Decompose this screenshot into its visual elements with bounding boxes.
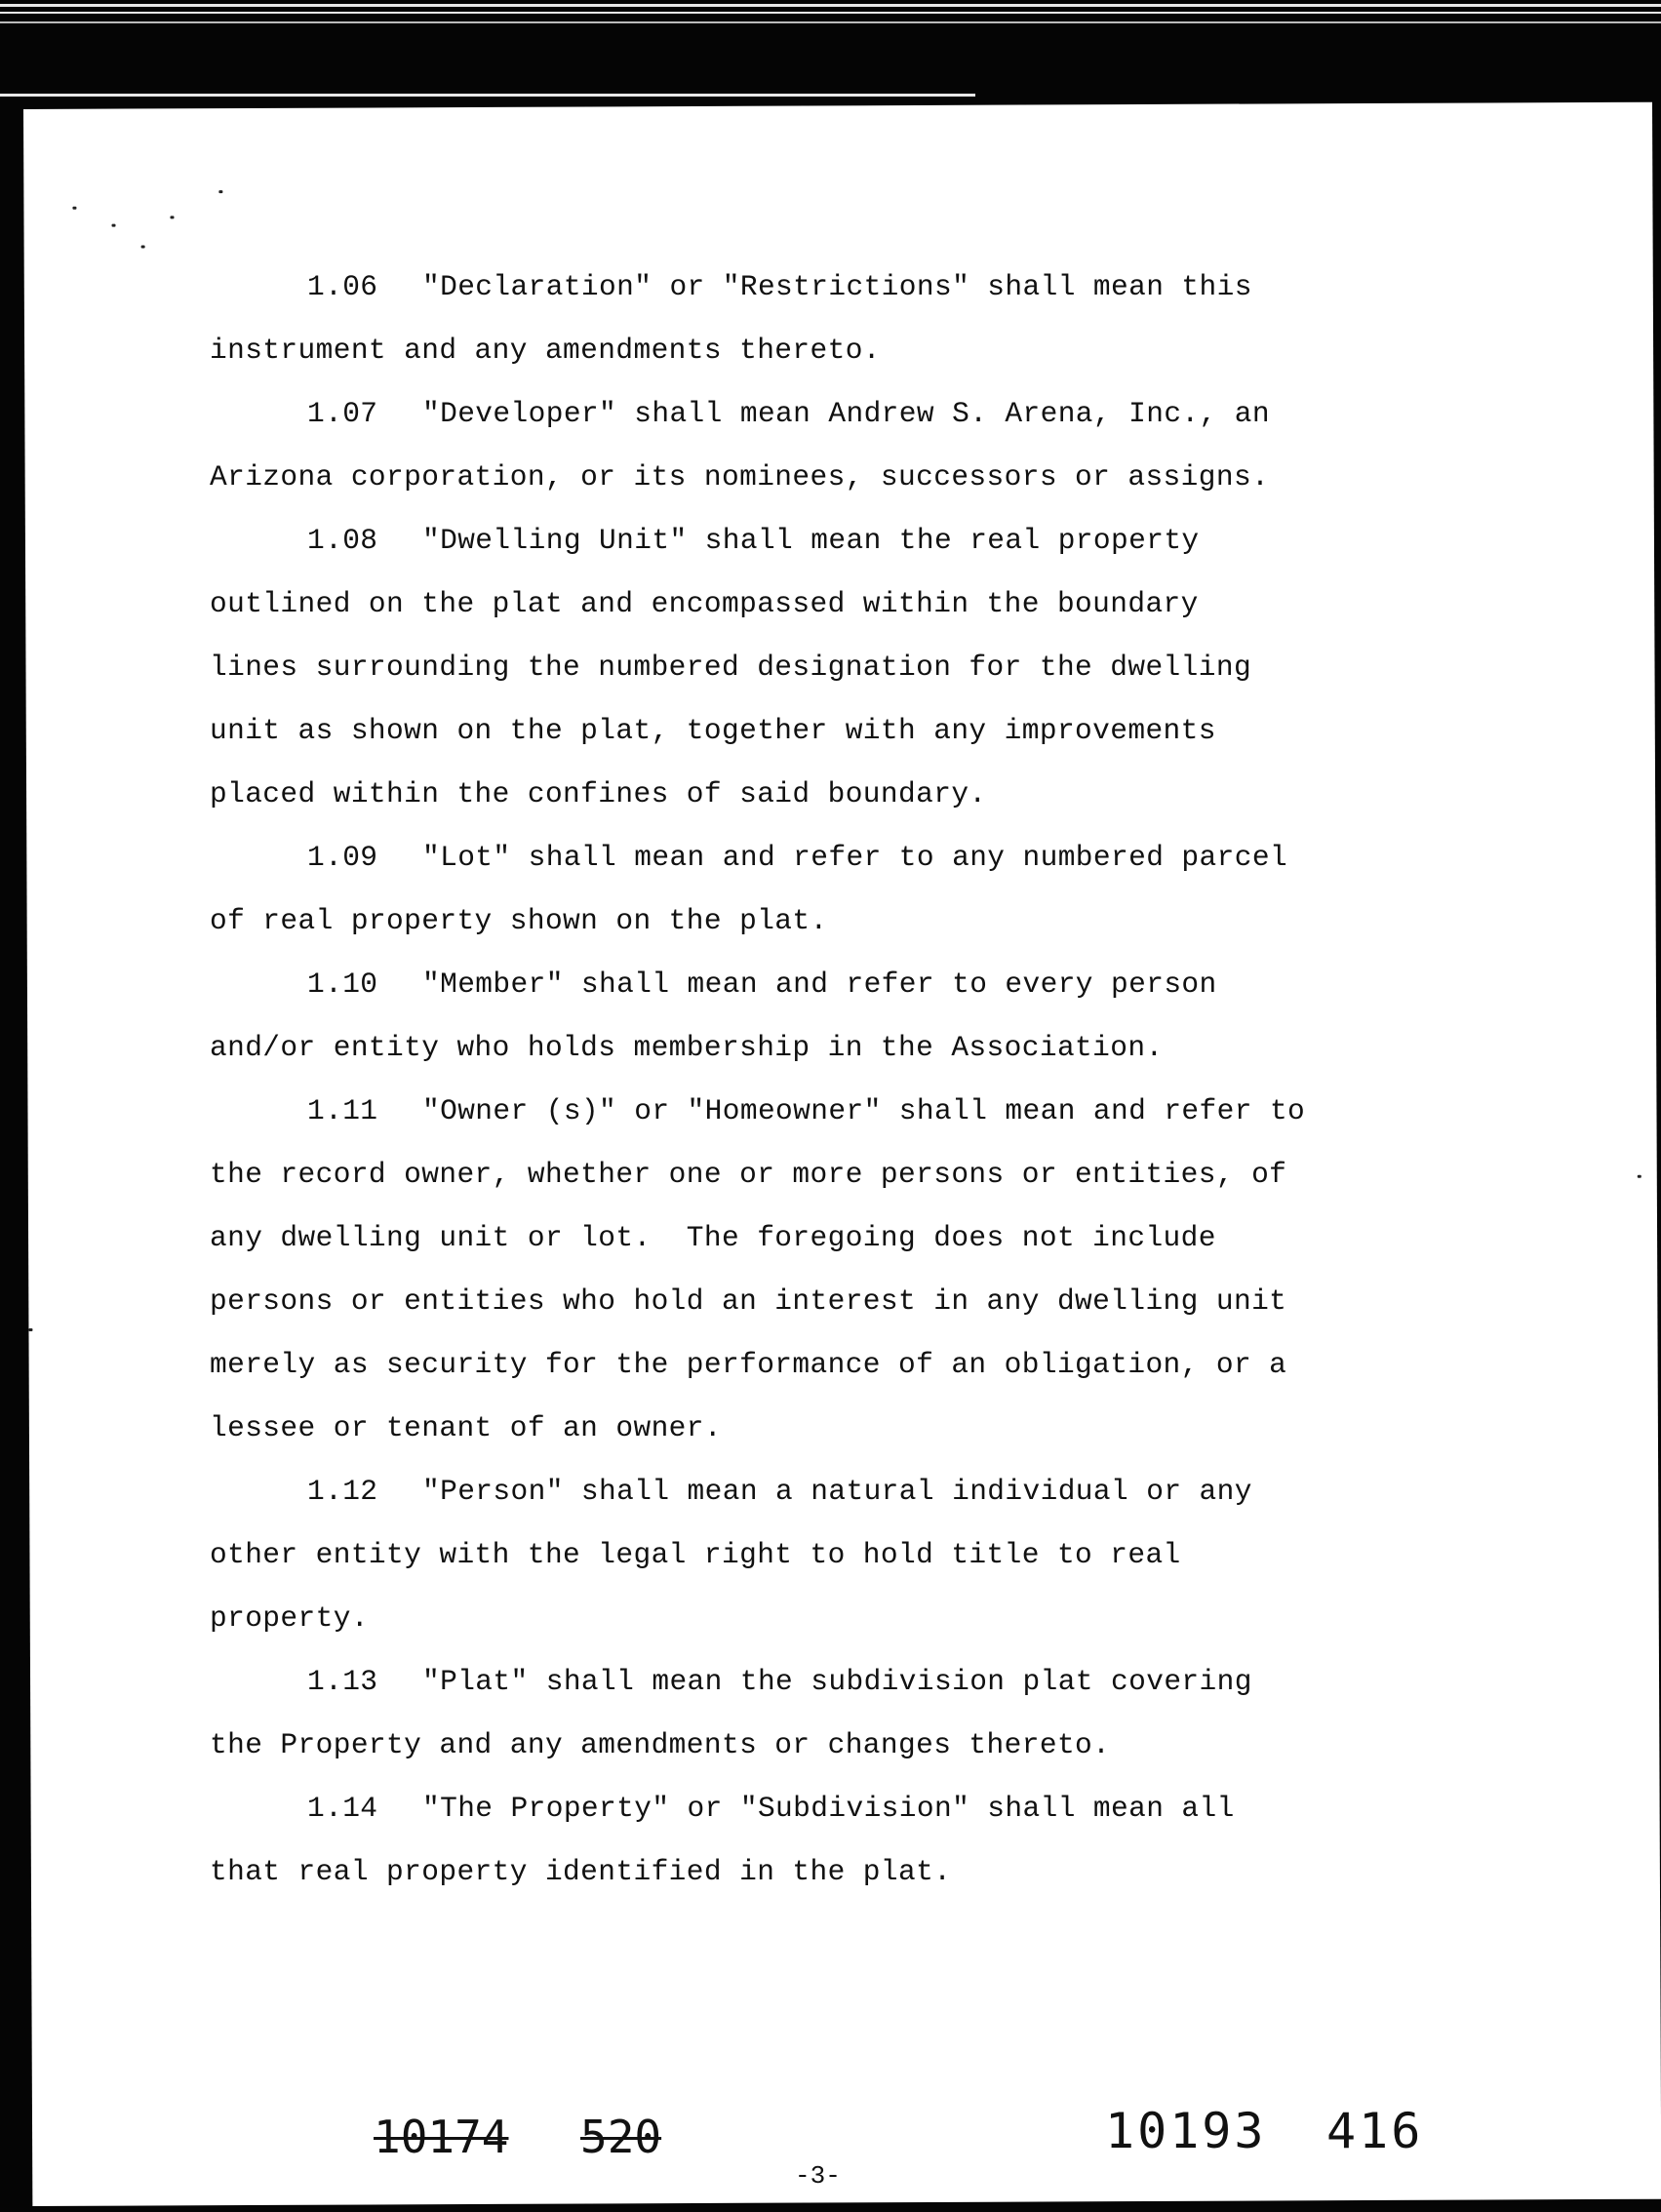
definition-text: "The Property" or "Subdivision" shall mean all (422, 1792, 1235, 1825)
section-number: 1.09 (307, 841, 378, 874)
definition-line (210, 1143, 1409, 1206)
definition-line (210, 1016, 1409, 1080)
definition-line (210, 889, 1409, 953)
definition-text: property. (210, 1601, 369, 1635)
old-docket-number: 10174 (374, 2111, 509, 2163)
new-docket-number: 10193 (1105, 2103, 1267, 2159)
definition-text: placed within the confines of said boundary. (210, 777, 987, 810)
scan-speck (28, 1328, 32, 1331)
definition-text: persons or entities who hold an interest in any dwelling unit (210, 1284, 1287, 1318)
scan-speck (112, 224, 116, 227)
scan-streak (0, 4, 1661, 7)
definition-paragraph (210, 953, 1409, 1080)
definition-text: the Property and any amendments or changes thereto. (210, 1728, 1111, 1761)
page-number: -3- (795, 2161, 841, 2191)
scan-speck (170, 216, 174, 218)
definition-text: instrument and any amendments thereto. (210, 334, 881, 367)
definition-line (210, 1397, 1409, 1460)
definition-text: "Plat" shall mean the subdivision plat covering (422, 1665, 1252, 1698)
definition-text: "Developer" shall mean Andrew S. Arena, Inc., an (422, 397, 1270, 430)
scan-streak (0, 94, 975, 97)
definition-text: lessee or tenant of an owner. (210, 1411, 722, 1444)
definition-paragraph (210, 382, 1409, 509)
definition-text: lines surrounding the numbered designation for the dwelling (210, 651, 1252, 684)
definition-first-line (210, 1460, 1409, 1523)
scan-speck (72, 207, 76, 210)
definition-paragraph (210, 509, 1409, 826)
definition-first-line (210, 509, 1409, 573)
definition-paragraph (210, 1777, 1409, 1904)
definition-text: "Owner (s)" or "Homeowner" shall mean and refer to (422, 1094, 1306, 1127)
scan-speck (1638, 1175, 1641, 1178)
definition-text: outlined on the plat and encompassed within the boundary (210, 587, 1199, 620)
definition-text: any dwelling unit or lot. The foregoing does not include (210, 1221, 1216, 1254)
definition-text: that real property identified in the plat. (210, 1855, 952, 1888)
recording-stamps (0, 2097, 1661, 2194)
definition-paragraph (210, 1080, 1409, 1460)
definition-line (210, 763, 1409, 826)
definition-first-line (210, 1650, 1409, 1714)
definition-line (210, 446, 1409, 509)
definition-paragraph (210, 1650, 1409, 1777)
definition-first-line (210, 1777, 1409, 1840)
section-number: 1.11 (307, 1094, 378, 1127)
definition-paragraph (210, 826, 1409, 953)
definition-paragraph (210, 1460, 1409, 1650)
definition-line (210, 573, 1409, 636)
definition-first-line (210, 256, 1409, 319)
section-number: 1.12 (307, 1475, 378, 1508)
definition-line (210, 1270, 1409, 1333)
definition-text: the record owner, whether one or more persons or entities, of (210, 1158, 1287, 1191)
definition-text: merely as security for the performance of an obligation, or a (210, 1348, 1287, 1381)
section-number: 1.06 (307, 270, 378, 303)
scan-streak (0, 12, 1661, 14)
scan-streak (0, 21, 1661, 23)
definition-line (210, 1523, 1409, 1587)
scan-speck (141, 245, 145, 248)
definition-text: "Member" shall mean and refer to every person (422, 968, 1217, 1001)
definition-line (210, 1587, 1409, 1650)
definition-text: "Person" shall mean a natural individual or any (422, 1475, 1252, 1508)
definition-line (210, 699, 1409, 763)
scan-speck (218, 190, 222, 193)
definition-first-line (210, 826, 1409, 889)
definition-text: other entity with the legal right to hold title to real (210, 1538, 1181, 1571)
definition-line (210, 1333, 1409, 1397)
definition-line (210, 1714, 1409, 1777)
definition-paragraph (210, 256, 1409, 382)
definition-text: of real property shown on the plat. (210, 904, 828, 937)
old-page-number: 520 (580, 2111, 662, 2163)
section-number: 1.07 (307, 397, 378, 430)
section-number: 1.13 (307, 1665, 378, 1698)
section-number: 1.14 (307, 1792, 378, 1825)
definition-text: Arizona corporation, or its nominees, successors or assigns. (210, 460, 1270, 494)
definition-first-line (210, 1080, 1409, 1143)
definition-line (210, 1206, 1409, 1270)
definition-text: "Declaration" or "Restrictions" shall mean this (422, 270, 1252, 303)
new-page-number: 416 (1326, 2103, 1424, 2159)
definition-line (210, 636, 1409, 699)
definition-text: "Dwelling Unit" shall mean the real property (422, 524, 1200, 557)
definition-line (210, 319, 1409, 382)
definition-line (210, 1840, 1409, 1904)
definition-first-line (210, 382, 1409, 446)
definition-text: "Lot" shall mean and refer to any numbered parcel (422, 841, 1288, 874)
definitions-text (210, 256, 1409, 1904)
section-number: 1.10 (307, 968, 378, 1001)
definition-text: and/or entity who holds membership in the Association. (210, 1031, 1164, 1064)
definition-text: unit as shown on the plat, together with any improvements (210, 714, 1216, 747)
definition-first-line (210, 953, 1409, 1016)
section-number: 1.08 (307, 524, 378, 557)
